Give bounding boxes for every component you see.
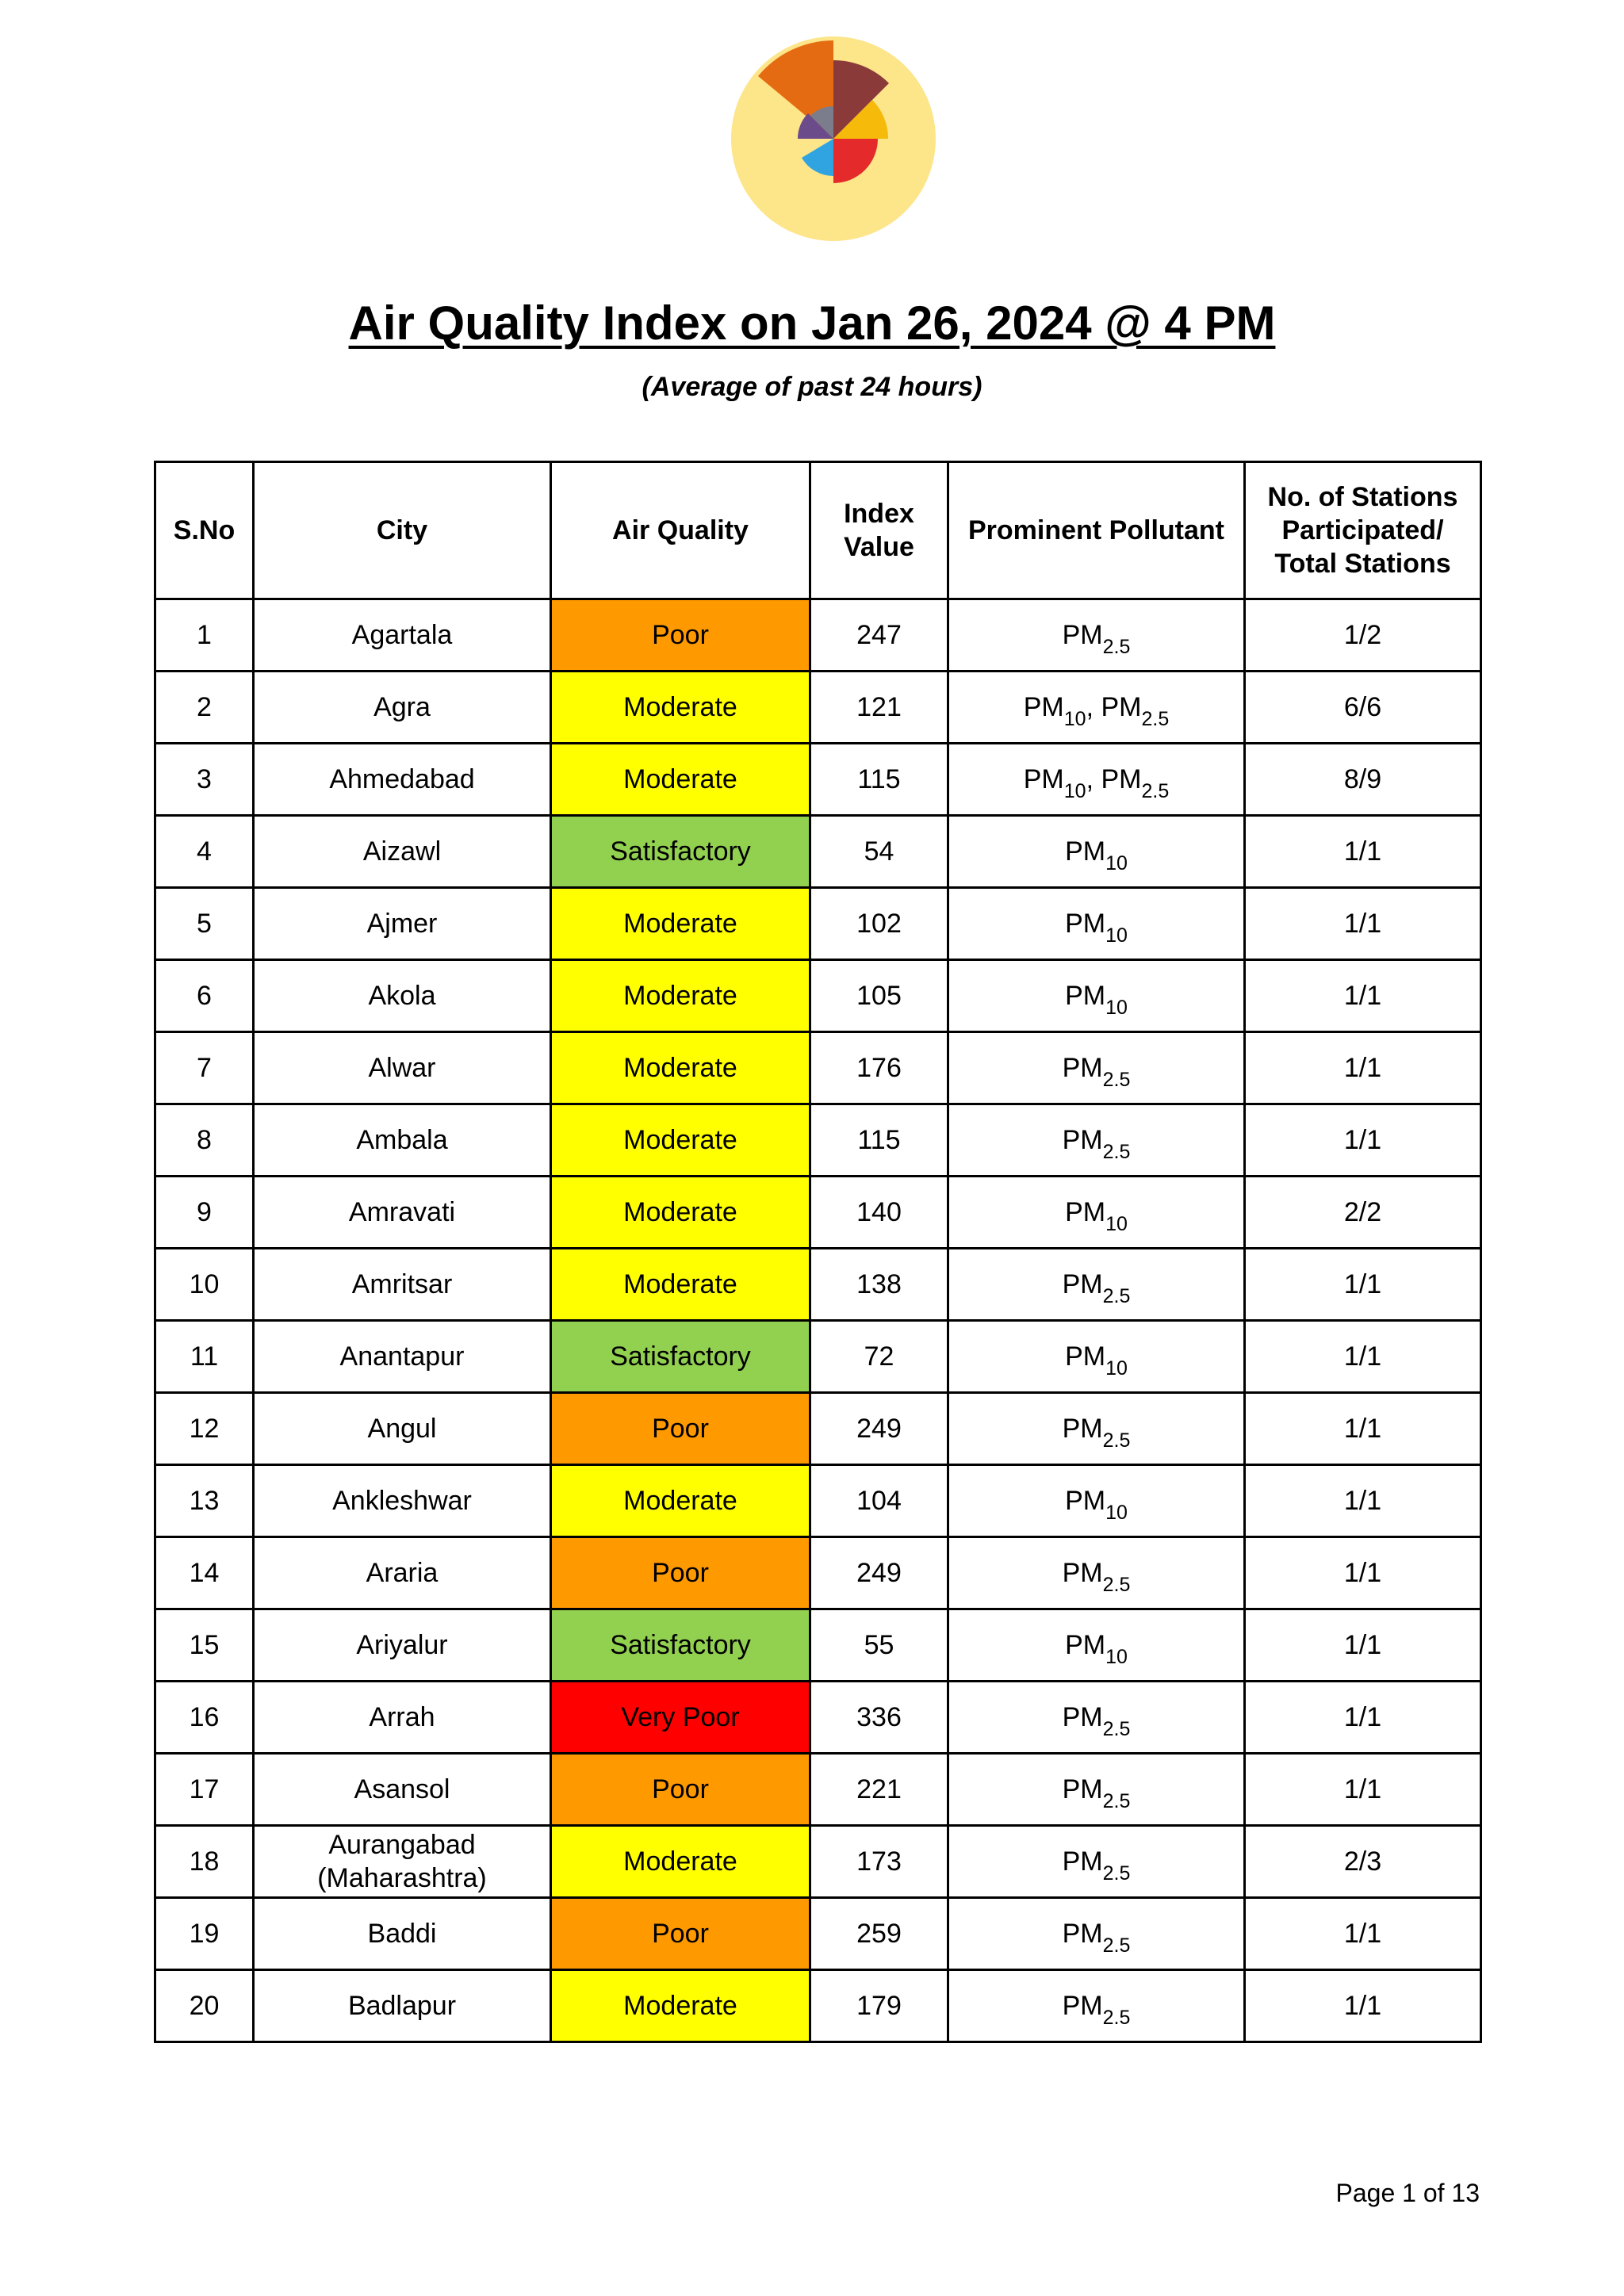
cell-stations: 1/1 bbox=[1245, 1032, 1481, 1104]
header-index-value: Index Value bbox=[810, 462, 948, 599]
pollutant-subscript: 10 bbox=[1105, 852, 1128, 874]
table-row bbox=[155, 672, 1481, 744]
cell-air-quality: Moderate bbox=[551, 672, 810, 744]
cell-city: Arrah bbox=[254, 1682, 551, 1754]
cell-index-value: 140 bbox=[810, 1177, 948, 1249]
cell-index-value: 173 bbox=[810, 1826, 948, 1898]
cell-city: Angul bbox=[254, 1393, 551, 1465]
pollutant-list bbox=[1062, 1702, 1131, 1740]
pollutant-subscript: 2.5 bbox=[1141, 708, 1170, 730]
header-stations: No. of Stations Participated/ Total Stations bbox=[1245, 462, 1481, 599]
cell-sno: 15 bbox=[155, 1609, 254, 1682]
cell-stations: 1/1 bbox=[1245, 1393, 1481, 1465]
pollutant-name: PM bbox=[1101, 764, 1142, 794]
cell-sno: 14 bbox=[155, 1537, 254, 1609]
cell-stations: 1/1 bbox=[1245, 1104, 1481, 1177]
cell-stations: 1/1 bbox=[1245, 1898, 1481, 1970]
cell-sno: 9 bbox=[155, 1177, 254, 1249]
cell-index-value: 247 bbox=[810, 599, 948, 672]
cell-air-quality: Satisfactory bbox=[551, 816, 810, 888]
cell-city: Araria bbox=[254, 1537, 551, 1609]
table-row bbox=[155, 1970, 1481, 2042]
cell-air-quality: Moderate bbox=[551, 1177, 810, 1249]
cell-stations: 1/1 bbox=[1245, 888, 1481, 960]
table-row bbox=[155, 744, 1481, 816]
cell-pollutant bbox=[948, 1537, 1245, 1609]
pollutant-list bbox=[1062, 1125, 1131, 1163]
pollutant-name: PM bbox=[1062, 1053, 1103, 1083]
cell-pollutant bbox=[948, 960, 1245, 1032]
cell-air-quality: Moderate bbox=[551, 1104, 810, 1177]
aqi-table bbox=[154, 461, 1482, 2043]
cell-sno: 12 bbox=[155, 1393, 254, 1465]
pollutant-name: PM bbox=[1065, 1197, 1106, 1227]
cell-city: Alwar bbox=[254, 1032, 551, 1104]
table-row bbox=[155, 1104, 1481, 1177]
cell-index-value: 259 bbox=[810, 1898, 948, 1970]
pollutant-list bbox=[1062, 1558, 1131, 1596]
cell-sno: 6 bbox=[155, 960, 254, 1032]
cell-city: Agra bbox=[254, 672, 551, 744]
table-row bbox=[155, 1537, 1481, 1609]
pollutant-subscript: 10 bbox=[1063, 780, 1086, 802]
pollutant-name: PM bbox=[1062, 1558, 1103, 1588]
cell-index-value: 105 bbox=[810, 960, 948, 1032]
cell-index-value: 102 bbox=[810, 888, 948, 960]
pollutant-list bbox=[1062, 1053, 1131, 1091]
cell-city: Aizawl bbox=[254, 816, 551, 888]
cell-air-quality: Poor bbox=[551, 1393, 810, 1465]
pollutant-name: PM bbox=[1065, 836, 1106, 867]
cell-stations: 1/1 bbox=[1245, 1321, 1481, 1393]
table-header-row bbox=[155, 462, 1481, 599]
cell-air-quality: Moderate bbox=[551, 1970, 810, 2042]
cell-index-value: 54 bbox=[810, 816, 948, 888]
pollutant-subscript: 2.5 bbox=[1102, 1069, 1131, 1091]
pollutant-name: PM bbox=[1062, 1991, 1103, 2021]
pollutant-list bbox=[1065, 1341, 1128, 1380]
pollutant-subscript: 2.5 bbox=[1102, 2007, 1131, 2029]
cell-air-quality: Moderate bbox=[551, 1032, 810, 1104]
pollutant-name: PM bbox=[1062, 1269, 1103, 1299]
cell-index-value: 336 bbox=[810, 1682, 948, 1754]
cell-stations: 2/2 bbox=[1245, 1177, 1481, 1249]
cell-stations: 1/1 bbox=[1245, 960, 1481, 1032]
cell-air-quality: Poor bbox=[551, 1898, 810, 1970]
pollutant-subscript: 10 bbox=[1105, 1213, 1128, 1235]
table-row bbox=[155, 1754, 1481, 1826]
pollutant-subscript: 2.5 bbox=[1102, 1574, 1131, 1596]
table-row bbox=[155, 1249, 1481, 1321]
cell-sno: 17 bbox=[155, 1754, 254, 1826]
pollutant-subscript: 2.5 bbox=[1102, 636, 1131, 658]
cell-city: Amritsar bbox=[254, 1249, 551, 1321]
cell-sno: 4 bbox=[155, 816, 254, 888]
cell-stations: 1/1 bbox=[1245, 816, 1481, 888]
cell-air-quality: Satisfactory bbox=[551, 1609, 810, 1682]
table-row bbox=[155, 960, 1481, 1032]
page-number: Page 1 of 13 bbox=[1335, 2179, 1480, 2207]
cell-air-quality: Very Poor bbox=[551, 1682, 810, 1754]
cell-index-value: 115 bbox=[810, 1104, 948, 1177]
cell-pollutant bbox=[948, 1826, 1245, 1898]
pollutant-list bbox=[1062, 1919, 1131, 1957]
cell-stations: 1/1 bbox=[1245, 1609, 1481, 1682]
cell-pollutant bbox=[948, 1970, 1245, 2042]
pollutant-name: PM bbox=[1062, 1702, 1103, 1732]
cell-pollutant bbox=[948, 1321, 1245, 1393]
cell-stations: 1/1 bbox=[1245, 1249, 1481, 1321]
cell-pollutant bbox=[948, 1393, 1245, 1465]
cell-sno: 7 bbox=[155, 1032, 254, 1104]
cell-city: Amravati bbox=[254, 1177, 551, 1249]
pollutant-subscript: 2.5 bbox=[1102, 1429, 1131, 1452]
pollutant-name: PM bbox=[1065, 1341, 1106, 1372]
table-row bbox=[155, 888, 1481, 960]
cell-sno: 11 bbox=[155, 1321, 254, 1393]
table-row bbox=[155, 1682, 1481, 1754]
cell-index-value: 121 bbox=[810, 672, 948, 744]
cell-index-value: 176 bbox=[810, 1032, 948, 1104]
cell-city: Baddi bbox=[254, 1898, 551, 1970]
cell-pollutant bbox=[948, 888, 1245, 960]
cell-stations: 1/1 bbox=[1245, 1754, 1481, 1826]
pollutant-name: PM bbox=[1065, 981, 1106, 1011]
cell-pollutant bbox=[948, 1177, 1245, 1249]
cell-air-quality: Poor bbox=[551, 1754, 810, 1826]
pollutant-list bbox=[1062, 1774, 1131, 1812]
cell-pollutant bbox=[948, 1104, 1245, 1177]
cell-city: Ambala bbox=[254, 1104, 551, 1177]
header-prominent-pollutant: Prominent Pollutant bbox=[948, 462, 1245, 599]
pollutant-name: PM bbox=[1023, 692, 1064, 722]
pollutant-name: PM bbox=[1065, 909, 1106, 939]
pollutant-name: PM bbox=[1023, 764, 1064, 794]
pollutant-list bbox=[1023, 692, 1170, 730]
cell-index-value: 55 bbox=[810, 1609, 948, 1682]
pollutant-name: PM bbox=[1065, 1630, 1106, 1660]
table-row bbox=[155, 1609, 1481, 1682]
cell-pollutant bbox=[948, 1249, 1245, 1321]
cell-pollutant bbox=[948, 1898, 1245, 1970]
pollutant-subscript: 2.5 bbox=[1102, 1141, 1131, 1163]
cell-city: Ajmer bbox=[254, 888, 551, 960]
table-row bbox=[155, 599, 1481, 672]
cell-stations: 2/3 bbox=[1245, 1826, 1481, 1898]
cell-sno: 10 bbox=[155, 1249, 254, 1321]
pollutant-subscript: 2.5 bbox=[1102, 1790, 1131, 1812]
cell-pollutant bbox=[948, 1032, 1245, 1104]
cell-air-quality: Poor bbox=[551, 599, 810, 672]
table-row bbox=[155, 816, 1481, 888]
cell-pollutant bbox=[948, 599, 1245, 672]
pollutant-subscript: 10 bbox=[1105, 997, 1128, 1019]
cell-index-value: 138 bbox=[810, 1249, 948, 1321]
pollutant-name: PM bbox=[1062, 1125, 1103, 1155]
table-row bbox=[155, 1177, 1481, 1249]
pollutant-subscript: 10 bbox=[1105, 1357, 1128, 1380]
cell-stations: 1/1 bbox=[1245, 1970, 1481, 2042]
cell-pollutant bbox=[948, 1465, 1245, 1537]
pollutant-list bbox=[1062, 1414, 1131, 1452]
pollutant-list bbox=[1065, 909, 1128, 947]
cell-air-quality: Moderate bbox=[551, 744, 810, 816]
cell-city: Ahmedabad bbox=[254, 744, 551, 816]
table-body bbox=[155, 599, 1481, 2042]
pollutant-name: PM bbox=[1062, 1919, 1103, 1949]
pollutant-name: PM bbox=[1065, 1486, 1106, 1516]
pollutant-list bbox=[1065, 981, 1128, 1019]
pollutant-list bbox=[1062, 1846, 1131, 1885]
cell-sno: 18 bbox=[155, 1826, 254, 1898]
cell-sno: 16 bbox=[155, 1682, 254, 1754]
pollutant-list bbox=[1065, 1486, 1128, 1524]
cell-stations: 8/9 bbox=[1245, 744, 1481, 816]
cell-city: Aurangabad (Maharashtra) bbox=[254, 1826, 551, 1898]
cell-pollutant bbox=[948, 1682, 1245, 1754]
cell-air-quality: Moderate bbox=[551, 1465, 810, 1537]
pollutant-list bbox=[1065, 1197, 1128, 1235]
table-row bbox=[155, 1826, 1481, 1898]
pollutant-subscript: 10 bbox=[1105, 1502, 1128, 1524]
cell-sno: 2 bbox=[155, 672, 254, 744]
cell-pollutant bbox=[948, 744, 1245, 816]
pollutant-name: PM bbox=[1062, 1774, 1103, 1804]
cell-index-value: 72 bbox=[810, 1321, 948, 1393]
header-city: City bbox=[254, 462, 551, 599]
cell-stations: 1/1 bbox=[1245, 1537, 1481, 1609]
aqi-wheel-logo bbox=[730, 35, 937, 243]
cell-city: Asansol bbox=[254, 1754, 551, 1826]
cell-sno: 19 bbox=[155, 1898, 254, 1970]
pollutant-list bbox=[1062, 620, 1131, 658]
pollutant-list bbox=[1062, 1991, 1131, 2029]
pollutant-subscript: 10 bbox=[1063, 708, 1086, 730]
pollutant-list bbox=[1065, 836, 1128, 874]
table-row bbox=[155, 1393, 1481, 1465]
cell-air-quality: Moderate bbox=[551, 888, 810, 960]
cell-pollutant bbox=[948, 1754, 1245, 1826]
cell-city: Ankleshwar bbox=[254, 1465, 551, 1537]
cell-sno: 13 bbox=[155, 1465, 254, 1537]
pollutant-list bbox=[1065, 1630, 1128, 1668]
cell-pollutant bbox=[948, 672, 1245, 744]
cell-city: Ariyalur bbox=[254, 1609, 551, 1682]
cell-sno: 3 bbox=[155, 744, 254, 816]
cell-air-quality: Satisfactory bbox=[551, 1321, 810, 1393]
cell-sno: 5 bbox=[155, 888, 254, 960]
cell-air-quality: Moderate bbox=[551, 960, 810, 1032]
pollutant-separator: , bbox=[1086, 764, 1101, 794]
header-air-quality: Air Quality bbox=[551, 462, 810, 599]
pollutant-separator: , bbox=[1086, 692, 1101, 722]
pollutant-subscript: 2.5 bbox=[1102, 1934, 1131, 1957]
cell-stations: 1/1 bbox=[1245, 1465, 1481, 1537]
cell-index-value: 249 bbox=[810, 1393, 948, 1465]
cell-air-quality: Moderate bbox=[551, 1826, 810, 1898]
cell-city: Badlapur bbox=[254, 1970, 551, 2042]
page-title: Air Quality Index on Jan 26, 2024 @ 4 PM bbox=[348, 297, 1276, 350]
pollutant-subscript: 2.5 bbox=[1141, 780, 1170, 802]
pollutant-name: PM bbox=[1101, 692, 1142, 722]
cell-index-value: 104 bbox=[810, 1465, 948, 1537]
table-row bbox=[155, 1321, 1481, 1393]
cell-pollutant bbox=[948, 816, 1245, 888]
cell-index-value: 249 bbox=[810, 1537, 948, 1609]
cell-air-quality: Moderate bbox=[551, 1249, 810, 1321]
pollutant-subscript: 10 bbox=[1105, 924, 1128, 947]
cell-sno: 8 bbox=[155, 1104, 254, 1177]
cell-air-quality: Poor bbox=[551, 1537, 810, 1609]
cell-stations: 1/1 bbox=[1245, 1682, 1481, 1754]
pollutant-subscript: 2.5 bbox=[1102, 1285, 1131, 1307]
cell-city: Agartala bbox=[254, 599, 551, 672]
cell-pollutant bbox=[948, 1609, 1245, 1682]
table-row bbox=[155, 1032, 1481, 1104]
pollutant-list bbox=[1023, 764, 1170, 802]
pollutant-list bbox=[1062, 1269, 1131, 1307]
pollutant-name: PM bbox=[1062, 620, 1103, 650]
table-row bbox=[155, 1898, 1481, 1970]
header-sno: S.No bbox=[155, 462, 254, 599]
pollutant-subscript: 10 bbox=[1105, 1646, 1128, 1668]
cell-city: Anantapur bbox=[254, 1321, 551, 1393]
table-row bbox=[155, 1465, 1481, 1537]
cell-stations: 1/2 bbox=[1245, 599, 1481, 672]
page-subtitle: (Average of past 24 hours) bbox=[642, 372, 982, 402]
cell-sno: 20 bbox=[155, 1970, 254, 2042]
cell-stations: 6/6 bbox=[1245, 672, 1481, 744]
cell-index-value: 221 bbox=[810, 1754, 948, 1826]
pollutant-name: PM bbox=[1062, 1414, 1103, 1444]
pollutant-subscript: 2.5 bbox=[1102, 1718, 1131, 1740]
cell-sno: 1 bbox=[155, 599, 254, 672]
pollutant-subscript: 2.5 bbox=[1102, 1862, 1131, 1885]
cell-index-value: 179 bbox=[810, 1970, 948, 2042]
cell-city: Akola bbox=[254, 960, 551, 1032]
cell-index-value: 115 bbox=[810, 744, 948, 816]
pollutant-name: PM bbox=[1062, 1846, 1103, 1877]
